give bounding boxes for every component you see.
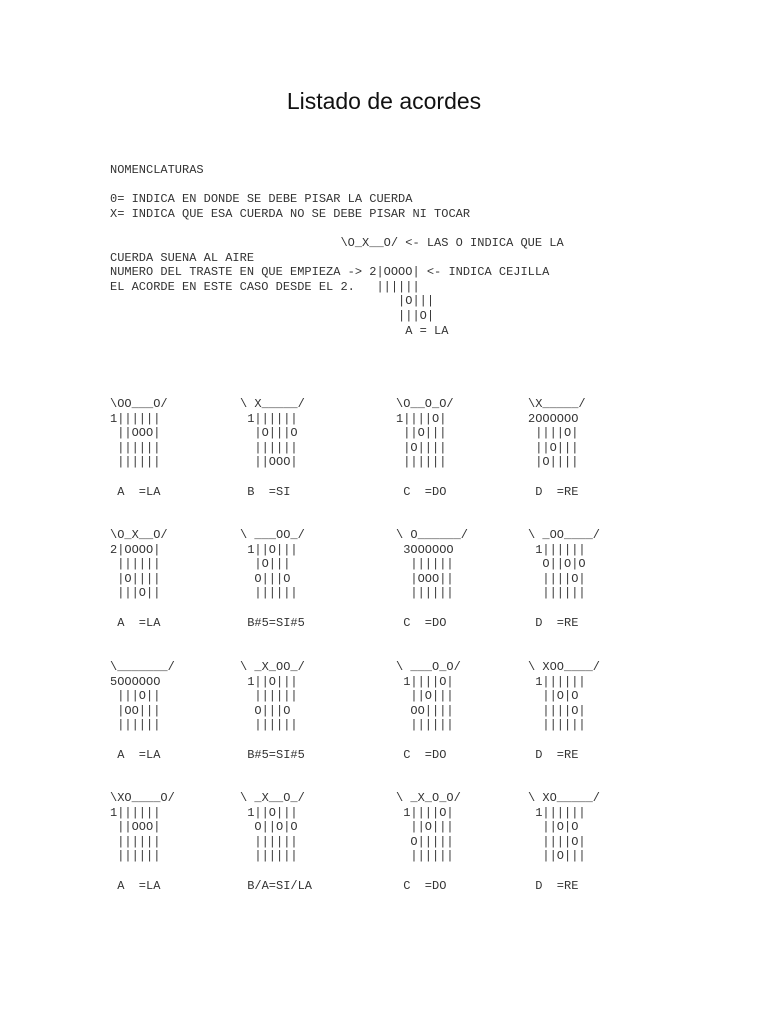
chord-diagram-line: 1||||||: [110, 805, 161, 820]
chord-diagram-line: |OOO||: [396, 571, 454, 586]
chord-diagram-line: ||||||: [110, 440, 161, 455]
chord-diagram-line: ||||||: [110, 455, 161, 470]
chord-diagram: [528, 397, 586, 499]
chord-diagram-line: ||||O|: [528, 703, 586, 718]
chord-name: B/A=SI/LA: [240, 878, 313, 893]
chord-diagram-line: |||O||: [110, 689, 161, 704]
intro-line: NOMENCLATURAS: [110, 163, 204, 177]
chord-diagram-line: ||OOO|: [110, 426, 161, 441]
chord-diagram-line: 1||||||: [528, 805, 586, 820]
chord-diagram-line: ||O|O: [528, 820, 579, 835]
chord-diagram-line: ||O|||: [396, 426, 447, 441]
nomenclature-section: [110, 163, 564, 338]
chord-diagram-line: 1||||||: [240, 411, 298, 426]
chord-diagram-line: ||||||: [110, 834, 161, 849]
chord-diagram-line: 1||||O|: [396, 674, 454, 689]
chord-diagram-line: \ ___OO_/: [240, 528, 305, 542]
chord-diagram: [396, 528, 468, 630]
chord-diagram-line: \O_X__O/: [110, 528, 168, 542]
chord-diagram-line: O|||O: [240, 703, 291, 718]
chord-diagram-line: 1||O|||: [240, 805, 298, 820]
chord-diagram-line: ||||O|: [528, 426, 579, 441]
chord-diagram-line: |OO|||: [110, 703, 161, 718]
chord-diagram: [110, 791, 175, 893]
chord-diagram-line: ||||||: [396, 557, 454, 572]
chord-diagram-line: ||||||: [528, 586, 586, 601]
chord-diagram: [240, 791, 312, 893]
chord-diagram-line: OO||||: [396, 703, 454, 718]
chord-diagram-line: 1||||O|: [396, 805, 454, 820]
chord-name: A =LA: [110, 747, 161, 762]
chord-name: A =LA: [110, 484, 161, 499]
chord-diagram-line: 3OOOOOO: [396, 542, 454, 557]
chord-name: A =LA: [110, 615, 161, 630]
chord-diagram-line: \X_____/: [528, 397, 586, 411]
chord-name: D =RE: [528, 615, 579, 630]
chord-diagram-line: ||||O|: [528, 571, 586, 586]
chord-diagram-line: \XO____O/: [110, 791, 175, 805]
chord-diagram-line: ||||||: [240, 689, 298, 704]
chord-diagram-line: ||||||: [240, 586, 298, 601]
chord-diagram-line: 2OOOOOO: [528, 411, 579, 426]
chord-diagram: [110, 528, 168, 630]
chord-name: D =RE: [528, 747, 579, 762]
chord-diagram-line: 1||||O|: [396, 411, 447, 426]
chord-diagram-line: ||||O|: [528, 834, 586, 849]
chord-diagram-line: ||||||: [110, 557, 161, 572]
chord-diagram: [240, 397, 305, 499]
chord-diagram-line: O||O|O: [528, 557, 586, 572]
intro-line: |O|||: [110, 294, 435, 309]
chord-diagram-line: ||||||: [396, 586, 454, 601]
chord-diagram-line: 1||O|||: [240, 674, 298, 689]
chord-diagram: [110, 660, 175, 762]
chord-name: C =DO: [396, 878, 447, 893]
chord-diagram-line: |||O||: [110, 586, 161, 601]
chord-diagram-line: ||O|||: [528, 849, 586, 864]
intro-line: NUMERO DEL TRASTE EN QUE EMPIEZA -> 2|OOOO| <- INDICA CEJILLA: [110, 265, 550, 280]
intro-line: \O_X__O/ <- LAS O INDICA QUE LA: [110, 235, 564, 250]
chord-diagram-line: |O|||: [240, 557, 291, 572]
chord-diagram-line: 5OOOOOO: [110, 674, 161, 689]
chord-diagram-line: ||OOO|: [240, 455, 298, 470]
chord-diagram: [396, 791, 461, 893]
chord-diagram-line: ||||||: [528, 718, 586, 733]
chord-diagram: [528, 791, 600, 893]
chord-diagram-line: O|||O: [240, 571, 291, 586]
chord-diagram-line: O||O|O: [240, 820, 298, 835]
chord-diagram-line: ||||||: [396, 718, 454, 733]
chord-diagram-line: |O|||O: [240, 426, 298, 441]
chord-diagram-line: \ _X_O_O/: [396, 791, 461, 805]
chord-diagram-line: ||||||: [110, 718, 161, 733]
chord-diagram-line: ||||||: [240, 718, 298, 733]
chord-diagram-line: ||||||: [396, 455, 447, 470]
chord-diagram-line: ||||||: [396, 849, 454, 864]
chord-diagram-line: ||O|||: [396, 820, 454, 835]
chord-diagram-line: \ _X__O_/: [240, 791, 305, 805]
chord-name: C =DO: [396, 484, 447, 499]
chord-diagram-line: \ O______/: [396, 528, 469, 542]
intro-line: EL ACORDE EN ESTE CASO DESDE EL 2. ||||||: [110, 279, 420, 294]
chord-name: D =RE: [528, 878, 579, 893]
chord-diagram-line: \ _X_OO_/: [240, 660, 305, 674]
intro-line: A = LA: [110, 323, 449, 338]
chord-diagram-line: 1||||||: [110, 411, 161, 426]
chord-diagram-line: ||||||: [240, 849, 298, 864]
page-title: Listado de acordes: [286, 88, 482, 114]
chord-diagram-line: \_______/: [110, 660, 175, 674]
chord-diagram-line: \OO___O/: [110, 397, 168, 411]
chord-diagram-line: O|||||: [396, 834, 454, 849]
chord-name: A =LA: [110, 878, 161, 893]
chord-diagram: [396, 397, 454, 499]
chord-name: D =RE: [528, 484, 579, 499]
chord-diagram-line: ||||||: [110, 849, 161, 864]
chord-diagram-line: |O||||: [110, 571, 161, 586]
chord-diagram-line: \ XO_____/: [528, 791, 601, 805]
chord-diagram-line: 1||O|||: [240, 542, 298, 557]
chord-diagram-line: ||||||: [240, 834, 298, 849]
chord-name: B =SI: [240, 484, 291, 499]
chord-diagram-line: \ X_____/: [240, 397, 305, 411]
chord-diagram-line: \O__O_O/: [396, 397, 454, 411]
chord-diagram-line: |O||||: [528, 455, 579, 470]
chord-name: C =DO: [396, 747, 447, 762]
chord-diagram: [110, 397, 168, 499]
chord-diagram-line: \ XOO____/: [528, 660, 601, 674]
chord-diagram-line: ||OOO|: [110, 820, 161, 835]
chord-diagram-line: \ ___O_O/: [396, 660, 461, 674]
chord-diagram-line: ||||||: [240, 440, 298, 455]
intro-line: X= INDICA QUE ESA CUERDA NO SE DEBE PISAR NI TOCAR: [110, 206, 471, 221]
chord-diagram: [528, 660, 600, 762]
chord-name: B#5=SI#5: [240, 615, 305, 630]
chord-diagram: [396, 660, 461, 762]
chord-diagram: [528, 528, 600, 630]
chord-diagram-line: ||O|||: [396, 689, 454, 704]
chord-diagram-line: ||O|O: [528, 689, 579, 704]
chord-diagram-line: |O||||: [396, 440, 447, 455]
intro-line: 0= INDICA EN DONDE SE DEBE PISAR LA CUERDA: [110, 192, 413, 207]
chord-diagram-line: 1||||||: [528, 542, 586, 557]
chord-diagram: [240, 528, 305, 630]
chord-diagram-line: 1||||||: [528, 674, 586, 689]
chord-diagram-line: \ _OO____/: [528, 528, 601, 542]
chord-name: B#5=SI#5: [240, 747, 305, 762]
chord-diagram-line: ||O|||: [528, 440, 579, 455]
chord-diagram-line: 2|OOOO|: [110, 542, 161, 557]
chord-diagram: [240, 660, 305, 762]
intro-line: |||O|: [110, 308, 435, 323]
chord-name: C =DO: [396, 615, 447, 630]
intro-line: CUERDA SUENA AL AIRE: [110, 250, 255, 265]
